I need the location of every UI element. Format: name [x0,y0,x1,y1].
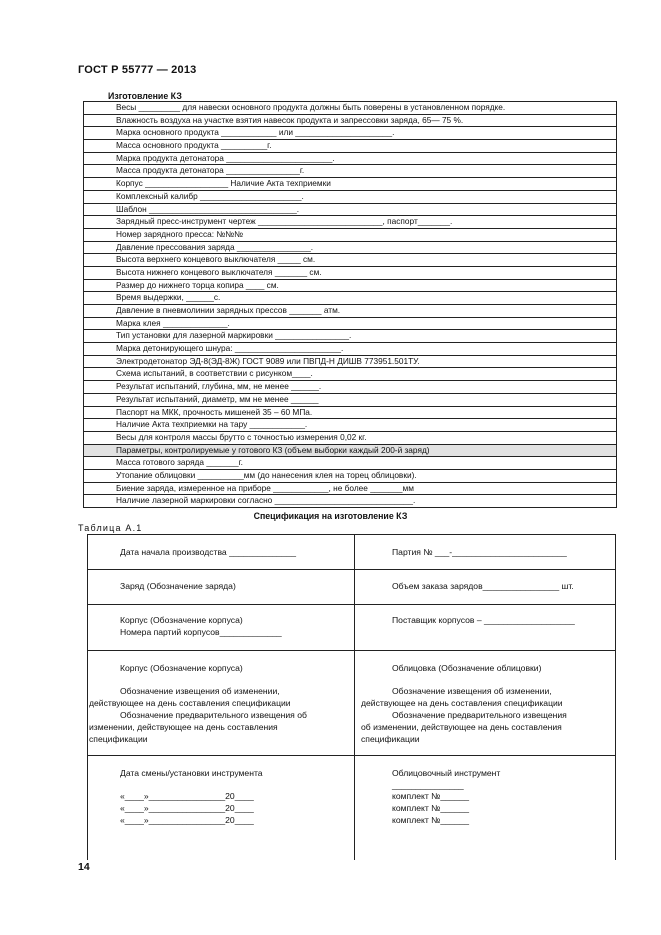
requirement-row: Утопание облицовки __________мм (до нанесения клея на торец облицовки). [84,470,616,483]
charge-designation-cell: Заряд (Обозначение заряда) [120,581,236,591]
requirement-row: Комплексный калибр ______________________. [84,191,616,204]
row-divider [88,569,615,570]
requirement-row: Размер до нижнего торца копира ____ см. [84,280,616,293]
prelim-notice-label-cont: изменении, действующее на день составления [89,722,278,732]
prelim-notice-label-end: спецификации [89,734,148,744]
lining-prelim-notice-label-cont: об изменении, действующее на день составления [361,722,562,732]
requirement-row: Схема испытаний, в соответствии с рисунком____. [84,368,616,381]
requirement-row: Давление в пневмолинии зарядных прессов _______ атм. [84,305,616,318]
column-divider [354,535,355,860]
requirement-row: Зарядный пресс-инструмент чертеж ___________________________, паспорт_______. [84,216,616,229]
page-number: 14 [78,861,90,873]
lining-tool-label: Облицовочный инструмент [392,768,501,778]
lining-change-notice-label: Обозначение извещения об изменении, [392,686,552,696]
requirement-row: Масса продукта детонатора ________________г. [84,165,616,178]
batch-number-cell: Партия № ___-________________________ [392,547,567,557]
lining-tool-underline: _______________ [392,780,464,790]
lining-designation-cell: Облицовка (Обозначение облицовки) [392,663,542,673]
prelim-notice-label: Обозначение предварительного извещения об [120,710,307,720]
requirement-row: Электродетонатор ЭД-8(ЭД-8Ж) ГОСТ 9089 или ПВПД-Н ДИШВ 773951.501ТУ. [84,356,616,369]
requirement-row: Высота нижнего концевого выключателя _______ см. [84,267,616,280]
lining-change-notice-label-cont: действующее на день составления спецификации [361,698,563,708]
specification-table [87,534,616,860]
tool-set-line-3: комплект №______ [392,815,470,825]
requirement-row: Весы для контроля массы брутто с точностью измерения 0,02 кг. [84,432,616,445]
change-notice-label: Обозначение извещения об изменении, [120,686,280,696]
tool-date-line-2: «____»________________20____ [120,803,254,813]
requirement-row: Номер зарядного пресса: №№№ [84,229,616,242]
order-volume-cell: Объем заказа зарядов________________ шт. [392,581,574,591]
case-supplier-cell: Поставщик корпусов – ___________________ [392,615,575,625]
requirement-row: Марка клея ______________. [84,318,616,331]
row-divider [88,755,615,756]
requirement-row: Марка продукта детонатора _______________________. [84,153,616,166]
tool-change-date-label: Дата смены/установки инструмента [120,768,263,778]
requirement-row: Наличие Акта техприемки на тару ____________. [84,419,616,432]
requirement-row: Тип установки для лазерной маркировки ________________. [84,330,616,343]
requirement-row: Биение заряда, измеренное на приборе ____________, не более _______мм [84,483,616,496]
start-date-cell: Дата начала производства ______________ [120,547,296,557]
change-notice-label-cont: действующее на день составления спецификации [89,698,291,708]
tool-set-line-2: комплект №______ [392,803,470,813]
row-divider [88,604,615,605]
requirement-row: Давление прессования заряда ________________. [84,242,616,255]
requirement-row: Влажность воздуха на участке взятия навесок продукта и запрессовки заряда, 65— 75 %. [84,115,616,128]
requirement-row: Масса готового заряда _______г. [84,457,616,470]
table-label: Таблица А.1 [78,523,143,533]
case-designation-2-cell: Корпус (Обозначение корпуса) [120,663,243,673]
requirement-row: Масса основного продукта __________г. [84,140,616,153]
manufacturing-requirements-table [83,101,617,508]
document-title: ГОСТ Р 55777 — 2013 [78,64,197,76]
requirement-row: Параметры, контролируемые у готового КЗ (объем выборки каждый 200-й заряд) [84,445,616,458]
tool-set-line-1: комплект №______ [392,791,470,801]
requirement-row: Марка основного продукта ____________ или _____________________. [84,127,616,140]
lining-prelim-notice-label: Обозначение предварительного извещения [392,710,567,720]
requirement-row: Паспорт на МКК, прочность мишеней 35 – 60 МПа. [84,407,616,420]
requirement-row: Высота верхнего концевого выключателя _____ см. [84,254,616,267]
section-title: Изготовление КЗ [108,91,182,101]
tool-date-line-3: «____»________________20____ [120,815,254,825]
requirement-row: Результат испытаний, диаметр, мм не менее ______ [84,394,616,407]
lining-prelim-notice-label-end: спецификации [361,734,420,744]
requirement-row: Корпус __________________ Наличие Акта техприемки [84,178,616,191]
case-designation-cell: Корпус (Обозначение корпуса) [120,615,243,625]
requirement-row: Время выдержки, ______с. [84,292,616,305]
requirement-row: Весы _________ для навески основного продукта должны быть поверены в установленном порядке. [84,102,616,115]
requirement-row: Марка детонирующего шнура: _______________________. [84,343,616,356]
requirement-row: Шаблон ________________________________. [84,204,616,217]
row-divider [88,650,615,651]
specification-title: Спецификация на изготовление КЗ [253,511,408,521]
tool-date-line-1: «____»________________20____ [120,791,254,801]
case-batch-numbers-cell: Номера партий корпусов_____________ [120,627,282,637]
requirement-row: Результат испытаний, глубина, мм, не менее ______. [84,381,616,394]
requirement-row: Наличие лазерной маркировки согласно ______________________________. [84,495,616,508]
